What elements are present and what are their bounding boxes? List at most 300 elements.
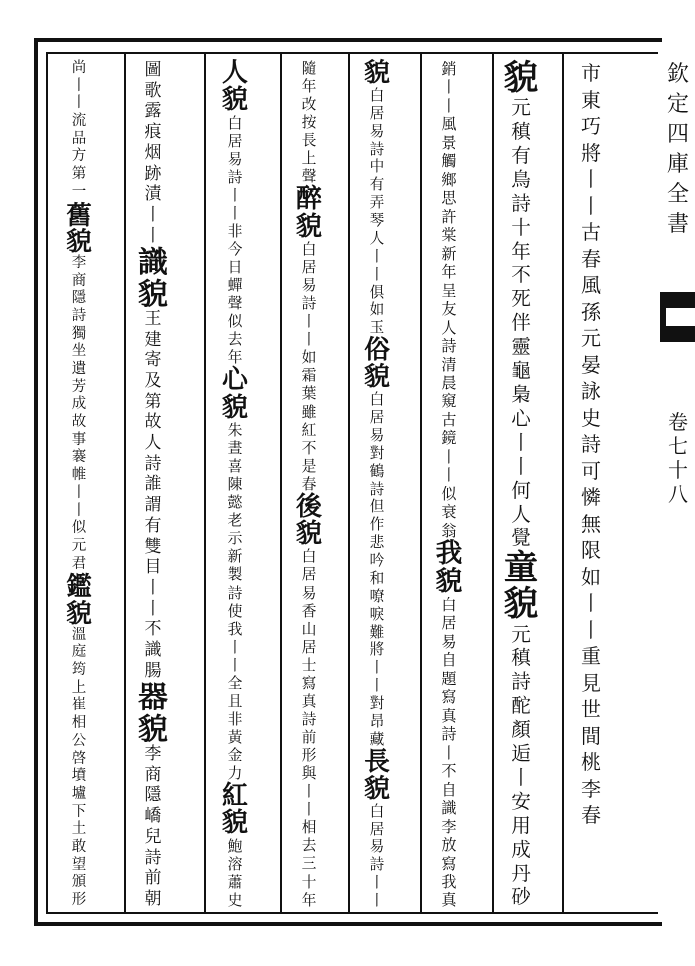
glyph: 自 (441, 651, 457, 670)
annotation (302, 548, 317, 909)
glyph: 人 (369, 229, 385, 247)
glyph: 陳 (227, 476, 243, 494)
glyph: 貌 (66, 226, 92, 257)
glyph: 人 (144, 433, 162, 454)
glyph: 嘹 (369, 587, 385, 605)
glyph: 且 (227, 692, 243, 710)
glyph: 坐 (71, 343, 87, 360)
glyph: 伴 (511, 311, 531, 335)
glyph: 年 (301, 78, 317, 96)
annotation (72, 255, 87, 573)
glyph: 詠 (581, 379, 601, 403)
column-rule (280, 52, 282, 914)
glyph: 丨 (511, 765, 531, 789)
glyph: 敢 (71, 838, 87, 855)
glyph: 衰 (441, 503, 457, 522)
glyph: 元 (511, 96, 531, 120)
glyph: 友 (441, 300, 457, 319)
glyph: 鳥 (511, 167, 531, 191)
glyph: 痕 (144, 122, 162, 143)
glyph: 李 (581, 776, 601, 801)
glyph: 真 (301, 692, 317, 710)
glyph: 是 (301, 457, 317, 475)
glyph: 圖 (144, 60, 162, 80)
glyph: 喜 (227, 458, 243, 476)
glyph: 寫 (441, 854, 457, 873)
glyph: 風 (581, 273, 601, 297)
headword (364, 337, 390, 391)
glyph: 丨 (369, 892, 385, 910)
headword (66, 199, 92, 257)
glyph: 丨 (369, 677, 385, 695)
glyph: 詩 (301, 710, 317, 728)
glyph: 砂 (511, 885, 531, 909)
glyph: 鏡 (441, 429, 457, 448)
glyph: 春 (581, 246, 601, 271)
headword (436, 540, 462, 596)
glyph: 對 (369, 695, 385, 713)
glyph: 中 (369, 158, 385, 176)
glyph: 桃 (581, 750, 601, 774)
glyph: 年 (441, 263, 457, 282)
glyph: 丨 (441, 447, 457, 466)
glyph: 前 (144, 868, 162, 889)
glyph: 丨 (441, 78, 457, 97)
glyph: 誰 (144, 474, 162, 495)
glyph: 但 (369, 498, 385, 516)
glyph: 易 (227, 150, 243, 168)
glyph: 露 (144, 101, 162, 122)
glyph: 龜 (511, 359, 531, 383)
glyph: 古 (581, 220, 601, 244)
column-rule (420, 52, 422, 914)
glyph: 君 (71, 555, 87, 572)
volume-char: 十 (668, 458, 688, 482)
glyph: 可 (581, 458, 601, 483)
glyph: 憐 (581, 485, 601, 509)
annotation (228, 422, 243, 783)
glyph: 死 (511, 287, 531, 311)
glyph: 詩 (369, 140, 385, 158)
volume-char: 八 (668, 482, 688, 506)
glyph: 非 (227, 222, 243, 240)
glyph: 前 (301, 729, 317, 746)
annotation (302, 60, 317, 186)
glyph: 景 (441, 133, 457, 152)
glyph: 一 (71, 183, 87, 200)
glyph: 下 (71, 803, 87, 820)
glyph: 公 (71, 732, 87, 749)
glyph: 識 (138, 244, 168, 280)
glyph: 丨 (369, 659, 385, 677)
glyph: 有 (369, 176, 385, 194)
column-rule (348, 52, 350, 914)
glyph: 醉 (296, 184, 322, 215)
glyph: 第 (144, 391, 162, 412)
annotation (511, 623, 531, 910)
glyph: 丨 (581, 591, 601, 615)
glyph: 用 (511, 813, 531, 837)
glyph: 自 (441, 780, 457, 799)
glyph: 今 (227, 240, 243, 258)
glyph: 如 (369, 301, 385, 319)
title-char: 定 (666, 92, 689, 117)
glyph: 棠 (441, 226, 457, 245)
headword (222, 60, 248, 115)
headword (138, 246, 168, 309)
text-column (568, 60, 614, 910)
glyph: 限 (581, 538, 601, 562)
text-column (212, 60, 258, 910)
glyph: 覺 (511, 526, 531, 550)
glyph: 丨 (227, 638, 243, 656)
glyph: 按 (301, 114, 317, 132)
column-rule (204, 52, 206, 914)
glyph: 丨 (581, 617, 601, 642)
glyph: 丨 (301, 801, 317, 819)
glyph: 示 (227, 530, 243, 548)
glyph: 鮑 (227, 837, 243, 855)
volume-char: 卷 (668, 410, 688, 434)
headword (504, 60, 538, 96)
glyph: 真 (441, 891, 457, 910)
glyph: 舊 (66, 199, 92, 230)
glyph: 詩 (511, 191, 531, 215)
glyph: 去 (301, 837, 317, 855)
glyph: 丨 (71, 502, 87, 519)
glyph: 雙 (144, 536, 162, 557)
annotation (145, 309, 162, 682)
glyph: 難 (369, 623, 385, 641)
glyph: 間 (581, 723, 601, 748)
glyph: 芳 (71, 378, 87, 395)
annotation (370, 391, 385, 749)
glyph: 尚 (71, 60, 87, 76)
annotation (228, 115, 243, 368)
glyph: 器 (138, 679, 168, 715)
glyph: 貌 (364, 773, 390, 804)
glyph: 成 (511, 837, 531, 861)
glyph: 思 (441, 189, 457, 208)
glyph: 梟 (511, 382, 531, 406)
glyph: 我 (227, 620, 243, 638)
glyph: 嶠 (144, 806, 162, 827)
annotation (145, 744, 162, 910)
glyph: 詩 (301, 295, 317, 313)
glyph: 詩 (227, 168, 243, 186)
annotation (370, 803, 385, 910)
glyph: 風 (441, 115, 457, 134)
glyph: 品 (71, 130, 87, 147)
glyph: 貌 (222, 85, 248, 116)
glyph: 貌 (296, 211, 322, 242)
glyph: 貌 (503, 58, 539, 98)
glyph: 蟬 (227, 277, 243, 295)
title-char: 欽 (666, 62, 689, 87)
glyph: 丨 (301, 331, 317, 349)
glyph: 日 (227, 259, 243, 277)
glyph: 巧 (581, 114, 601, 138)
glyph: 丨 (581, 193, 601, 218)
glyph: 顏 (511, 718, 531, 742)
glyph: 貌 (222, 392, 248, 423)
glyph: 靈 (511, 335, 531, 359)
glyph: 東 (581, 87, 601, 112)
glyph: 丨 (227, 204, 243, 222)
title-char: 庫 (666, 152, 689, 177)
glyph: 有 (144, 515, 162, 536)
glyph: 形 (71, 892, 87, 908)
glyph: 白 (301, 240, 317, 258)
glyph: 後 (296, 491, 322, 522)
glyph: 丨 (511, 430, 531, 454)
glyph: 悲 (369, 534, 385, 552)
glyph: 真 (441, 706, 457, 725)
glyph: 丨 (441, 743, 457, 762)
glyph: 山 (301, 620, 317, 638)
glyph: 丨 (71, 77, 87, 94)
glyph: 褰 (71, 449, 87, 466)
glyph: 春 (301, 475, 317, 493)
glyph: 丨 (441, 466, 457, 485)
glyph: 李 (441, 817, 457, 836)
glyph: 無 (581, 511, 601, 536)
glyph: 丨 (71, 95, 87, 112)
glyph: 帷 (71, 467, 87, 484)
glyph: 製 (227, 566, 243, 584)
glyph: 紅 (222, 781, 248, 812)
glyph: 詩 (144, 453, 162, 474)
volume-char: 七 (668, 434, 688, 458)
glyph: 去 (227, 331, 243, 349)
glyph: 人 (441, 318, 457, 337)
glyph: 啓 (71, 750, 87, 767)
headword (503, 548, 539, 625)
glyph: 見 (581, 670, 601, 695)
title-char: 全 (666, 182, 689, 207)
glyph: 使 (227, 602, 243, 620)
glyph: 作 (369, 516, 385, 534)
glyph: 故 (71, 414, 87, 431)
glyph: 人 (222, 58, 248, 88)
glyph: 晏 (581, 352, 601, 377)
annotation (145, 60, 162, 246)
text-column (130, 60, 176, 910)
headword (364, 60, 390, 87)
glyph: 心 (511, 406, 531, 430)
glyph: 貌 (138, 275, 168, 311)
annotation (72, 627, 87, 910)
glyph: 金 (227, 747, 243, 765)
glyph: 心 (222, 365, 248, 396)
glyph: 寫 (301, 674, 317, 692)
glyph: 腸 (144, 660, 162, 681)
glyph: 對 (369, 444, 385, 462)
glyph: 年 (301, 891, 317, 909)
glyph: 貌 (138, 710, 168, 746)
glyph: 丨 (369, 874, 385, 892)
glyph: 丨 (144, 204, 162, 225)
annotation (511, 96, 531, 550)
column-rule (562, 52, 564, 914)
glyph: 詩 (441, 337, 457, 356)
glyph: 貌 (222, 808, 248, 839)
glyph: 市 (581, 61, 601, 85)
glyph: 丨 (144, 225, 162, 246)
headword (66, 573, 91, 626)
glyph: 貌 (503, 584, 539, 625)
glyph: 稹 (511, 120, 531, 143)
running-title (663, 60, 693, 240)
fishtail-mark (660, 292, 695, 342)
title-char: 書 (666, 212, 689, 237)
glyph: 重 (581, 644, 601, 668)
glyph: 酡 (511, 694, 531, 718)
glyph: 王 (144, 308, 162, 329)
headword (222, 783, 248, 838)
glyph: 白 (441, 595, 457, 614)
annotation (72, 60, 87, 202)
glyph: 及 (144, 370, 162, 391)
glyph: 土 (71, 821, 87, 838)
glyph: 似 (71, 520, 87, 537)
glyph: 有 (511, 143, 531, 167)
glyph: 易 (441, 632, 457, 651)
glyph: 元 (71, 537, 87, 554)
glyph: 古 (441, 410, 457, 429)
column-rule (492, 52, 494, 914)
glyph: 詩 (71, 307, 87, 324)
glyph: 晝 (227, 440, 243, 457)
glyph: 白 (227, 114, 243, 132)
volume-label (663, 410, 693, 506)
headword (296, 186, 322, 241)
glyph: 寄 (144, 350, 162, 371)
glyph: 隨 (301, 60, 317, 77)
glyph: 何 (511, 478, 531, 502)
glyph: 方 (71, 148, 87, 165)
glyph: 鶴 (369, 462, 385, 480)
glyph: 丨 (441, 96, 457, 115)
glyph: 玉 (369, 319, 385, 337)
glyph: 丨 (581, 167, 601, 191)
glyph: 十 (301, 873, 317, 891)
glyph: 隱 (71, 290, 87, 307)
glyph: 和 (369, 569, 385, 587)
glyph: 懿 (227, 494, 243, 512)
glyph: 目 (144, 557, 162, 578)
glyph: 兒 (144, 826, 162, 847)
glyph: 丨 (301, 313, 317, 331)
glyph: 年 (511, 239, 531, 263)
glyph: 世 (581, 697, 601, 721)
glyph: 溶 (227, 855, 243, 873)
glyph: 似 (441, 484, 457, 503)
glyph: 李 (144, 743, 162, 764)
text-column (426, 60, 472, 910)
headword (222, 367, 248, 422)
annotation (370, 87, 385, 337)
glyph: 我 (435, 538, 463, 570)
glyph: 吟 (369, 552, 385, 570)
glyph: 烟 (144, 142, 162, 163)
glyph: 題 (441, 669, 457, 688)
glyph: 商 (144, 764, 162, 785)
glyph: 白 (369, 802, 385, 820)
glyph: 春 (581, 803, 601, 827)
glyph: 銷 (441, 60, 457, 78)
glyph: 獨 (71, 325, 87, 342)
glyph: 望 (71, 856, 87, 873)
glyph: 翁 (441, 521, 457, 540)
glyph: 丨 (301, 783, 317, 801)
text-column (56, 60, 102, 910)
glyph: 貌 (364, 58, 390, 88)
glyph: 全 (227, 674, 243, 692)
glyph: 居 (301, 638, 317, 656)
glyph: 易 (369, 122, 385, 140)
glyph: 崔 (71, 697, 87, 714)
glyph: 三 (301, 855, 317, 873)
glyph: 丨 (369, 247, 385, 265)
glyph: 相 (71, 715, 87, 732)
glyph: 居 (301, 259, 317, 277)
glyph: 長 (301, 132, 317, 150)
column-rule (124, 52, 126, 914)
glyph: 黃 (227, 729, 243, 746)
glyph: 不 (301, 439, 317, 457)
glyph: 聲 (301, 168, 317, 186)
glyph: 改 (301, 96, 317, 114)
glyph: 故 (144, 412, 162, 433)
glyph: 漬 (144, 184, 162, 205)
glyph: 易 (369, 838, 385, 856)
glyph: 元 (511, 622, 531, 646)
headword (138, 681, 168, 744)
glyph: 與 (301, 765, 317, 783)
glyph: 詩 (144, 847, 162, 868)
glyph: 易 (301, 584, 317, 602)
glyph: 事 (71, 431, 87, 448)
glyph: 紅 (301, 421, 317, 439)
glyph: 藏 (369, 730, 385, 748)
glyph: 俗 (364, 335, 390, 366)
glyph: 白 (369, 391, 385, 409)
glyph: 不 (441, 762, 457, 781)
glyph: 蕭 (227, 873, 243, 891)
glyph: 安 (511, 789, 531, 813)
glyph: 丨 (227, 656, 243, 674)
glyph: 童 (503, 548, 539, 589)
glyph: 新 (441, 244, 457, 263)
glyph: 窺 (441, 392, 457, 411)
glyph: 元 (581, 326, 601, 350)
glyph: 俱 (369, 283, 385, 301)
glyph: 將 (369, 641, 385, 659)
glyph: 我 (441, 872, 457, 891)
glyph: 墳 (71, 768, 87, 785)
annotation (228, 838, 243, 910)
annotation (441, 60, 456, 540)
glyph: 寫 (441, 688, 457, 707)
glyph: 詩 (581, 432, 601, 456)
glyph: 筠 (71, 662, 87, 679)
glyph: 識 (144, 640, 162, 661)
glyph: 識 (441, 799, 457, 818)
glyph: 不 (511, 263, 531, 287)
glyph: 十 (511, 215, 531, 239)
glyph: 聲 (227, 295, 243, 313)
